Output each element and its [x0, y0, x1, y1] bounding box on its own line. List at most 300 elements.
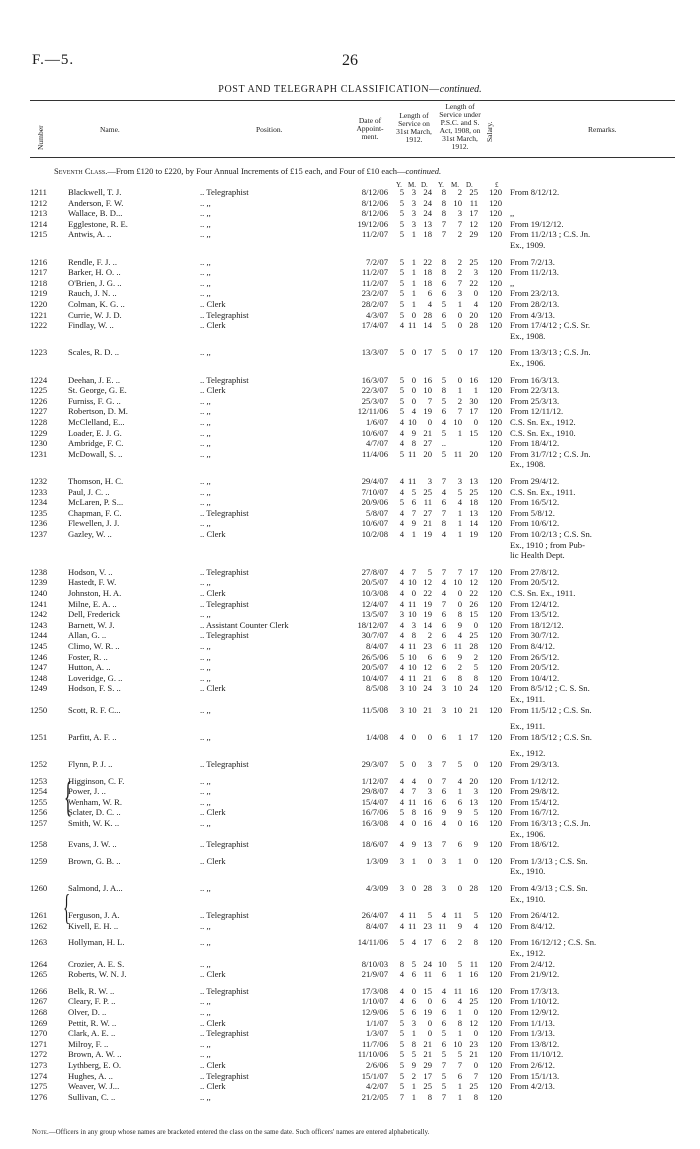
remarks: From 13/3/13 ; C.S. Jn.: [510, 347, 591, 358]
appointment-date: 29/3/07: [361, 759, 388, 769]
officer-name: Blackwell, T. J.: [68, 187, 122, 197]
unit-days: D.: [466, 181, 473, 189]
appointment-date: 7/2/07: [366, 256, 388, 267]
service-months: 11: [408, 920, 417, 931]
psc-months: 2: [457, 267, 462, 278]
service-months: 0: [411, 347, 416, 358]
psc-months: 0: [457, 309, 462, 320]
psc-days: 16: [469, 969, 478, 980]
table-row: [0, 748, 700, 759]
service-days: 22: [423, 256, 432, 267]
officer-position: .. ,,: [200, 347, 211, 358]
table-row: [0, 652, 700, 663]
psc-days: 26: [469, 598, 478, 609]
column-header-service: Length of Service on 31st March, 1912.: [396, 111, 432, 144]
officer-number: 1248: [30, 672, 48, 683]
service-years: 4: [399, 786, 404, 797]
table-row: [0, 599, 700, 610]
table-row: [0, 620, 700, 631]
remarks: From 29/3/13.: [510, 759, 560, 769]
appointment-date: 10/4/07: [361, 672, 388, 683]
remarks: From 13/8/12.: [510, 1038, 560, 1049]
table-row: [0, 776, 700, 787]
salary: 120: [489, 406, 502, 417]
service-years: 4: [399, 320, 404, 331]
psc-months: 4: [457, 630, 462, 641]
salary: 120: [489, 1017, 502, 1028]
psc-months: 6: [457, 796, 462, 807]
service-years: 4: [399, 796, 404, 807]
service-months: 10: [408, 577, 417, 588]
officer-name: Parfitt, A. F. ..: [68, 731, 117, 742]
appointment-date: 2/6/06: [366, 1060, 388, 1070]
table-row: [0, 839, 700, 850]
service-years: 5: [399, 937, 404, 948]
service-days: 23: [423, 641, 432, 651]
remarks: From 8/12/12.: [510, 187, 560, 197]
psc-days: 8: [473, 937, 478, 948]
psc-months: 4: [457, 497, 462, 508]
salary: 120: [489, 497, 502, 508]
service-years: 5: [399, 347, 404, 358]
officer-number: 1254: [30, 786, 48, 797]
psc-months: 0: [457, 818, 462, 828]
officer-number: 1253: [30, 775, 48, 786]
table-row: [0, 288, 700, 299]
table-row: [0, 240, 700, 251]
salary: 120: [489, 910, 502, 921]
psc-years: 6: [441, 309, 446, 320]
psc-years: 11: [438, 920, 447, 931]
service-years: 5: [399, 1028, 404, 1039]
officer-name: Paul, J. C. ..: [68, 486, 110, 497]
psc-days: 4: [473, 920, 478, 931]
psc-years: 6: [441, 288, 446, 299]
salary: 120: [489, 1049, 502, 1060]
psc-days: 7: [473, 1070, 478, 1081]
officer-number: 1262: [30, 920, 48, 931]
salary: 120: [489, 1070, 502, 1081]
remarks: From 8/4/12.: [510, 641, 555, 651]
service-days: 24: [423, 187, 432, 197]
header-top-rule: [30, 100, 675, 101]
psc-days: 2: [473, 651, 478, 662]
psc-months: 11: [453, 448, 462, 459]
service-years: 4: [399, 507, 404, 518]
service-years: 4: [399, 417, 404, 427]
psc-months: 10: [453, 417, 462, 427]
service-months: 10: [408, 609, 417, 620]
table-row: [0, 540, 700, 551]
table-row: [0, 310, 700, 321]
psc-days: 20: [469, 448, 478, 459]
psc-years: 6: [441, 1038, 446, 1049]
psc-days: 1: [473, 385, 478, 396]
table-row: [0, 459, 700, 470]
psc-years: 6: [441, 609, 446, 620]
salary: 120: [489, 619, 502, 630]
table-row: [0, 996, 700, 1007]
remarks: Ex., 1909.: [510, 240, 546, 250]
psc-years: 6: [441, 969, 446, 980]
officer-position: .. Telegraphist: [200, 1028, 249, 1039]
service-years: 4: [399, 969, 404, 980]
service-years: 4: [399, 839, 404, 850]
psc-months: 10: [453, 704, 462, 715]
officer-name: Higginson, C. F.: [68, 775, 125, 786]
appointment-date: 11/2/07: [362, 267, 388, 278]
psc-days: 16: [469, 818, 478, 828]
remarks: From 16/7/12.: [510, 807, 560, 818]
officer-name: Wenham, W. R.: [68, 796, 122, 807]
salary: 120: [489, 566, 502, 577]
service-months: 11: [408, 796, 417, 807]
psc-years: 3: [441, 883, 446, 893]
salary: 120: [489, 187, 502, 197]
appointment-date: 26/4/07: [361, 910, 388, 921]
service-months: 1: [411, 529, 416, 539]
salary: 120: [489, 374, 502, 385]
remarks: From 15/4/12.: [510, 796, 560, 807]
psc-years: 8: [441, 208, 446, 219]
service-months: 3: [411, 187, 416, 197]
officer-number: 1216: [30, 256, 48, 267]
officer-name: Ferguson, J. A.: [68, 910, 120, 921]
officer-name: Colman, K. G. ..: [68, 299, 125, 309]
appointment-date: 10/6/07: [361, 518, 388, 529]
psc-months: 11: [453, 985, 462, 996]
officer-position: .. ,,: [200, 448, 211, 459]
table-row: [0, 1092, 700, 1103]
service-days: 6: [427, 651, 432, 662]
service-years: 5: [399, 807, 404, 818]
psc-days: 28: [469, 641, 478, 651]
psc-years: 7: [441, 218, 446, 229]
service-years: 4: [399, 619, 404, 630]
service-days: 0: [427, 1028, 432, 1039]
psc-years: 6: [441, 1017, 446, 1028]
officer-number: 1240: [30, 588, 48, 598]
table-row: [0, 567, 700, 578]
appointment-date: 8/5/08: [366, 683, 388, 694]
officer-name: Currie, W. J. D.: [68, 309, 122, 320]
psc-months: 1: [457, 529, 462, 539]
psc-years: 4: [441, 529, 446, 539]
officer-number: 1221: [30, 309, 48, 320]
service-months: 10: [408, 704, 417, 715]
officer-name: Crozier, A. E. S.: [68, 958, 125, 969]
remarks: From 12/9/12.: [510, 1007, 560, 1017]
officer-position: .. ,,: [200, 277, 211, 288]
officer-name: Egglestone, R. E.: [68, 218, 128, 229]
officer-position: .. ,,: [200, 651, 211, 662]
officer-name: Sclater, D. C. ..: [68, 807, 121, 818]
service-months: 6: [411, 969, 416, 980]
psc-days: 22: [469, 277, 478, 288]
salary: 120: [489, 507, 502, 518]
remarks: From 1/10/12.: [510, 996, 560, 1007]
appointment-date: 15/1/07: [361, 1070, 388, 1081]
psc-days: 14: [469, 518, 478, 529]
service-months: 11: [408, 910, 417, 921]
officer-position: .. Telegraphist: [200, 910, 249, 921]
psc-days: 9: [473, 839, 478, 850]
officer-position: .. ,,: [200, 1049, 211, 1060]
service-years: 7: [399, 1091, 404, 1102]
service-days: 19: [423, 598, 432, 609]
psc-days: 25: [469, 1081, 478, 1092]
unit-months: M.: [451, 181, 459, 189]
officer-number: 1276: [30, 1091, 48, 1102]
service-months: 4: [411, 937, 416, 948]
psc-months: 11: [453, 910, 462, 921]
table-row: [0, 449, 700, 460]
service-days: 24: [423, 958, 432, 969]
salary: 120: [489, 267, 502, 278]
service-months: 11: [408, 448, 417, 459]
remarks: From 16/12/12 ; C.S. Sn.: [510, 937, 597, 948]
officer-name: Hastedt, F. W.: [68, 577, 117, 588]
officer-position: .. ,,: [200, 704, 211, 715]
psc-days: 16: [469, 985, 478, 996]
salary: 120: [489, 1060, 502, 1070]
psc-months: 10: [453, 577, 462, 588]
officer-name: Thomson, H. C.: [68, 476, 124, 486]
service-months: 1: [411, 267, 416, 278]
psc-days: 30: [469, 395, 478, 406]
psc-months: 1: [457, 507, 462, 518]
remarks: From 1/1/13.: [510, 1017, 555, 1028]
remarks: From 16/3/13.: [510, 374, 560, 385]
appointment-date: 8/12/06: [361, 197, 388, 208]
service-years: 5: [399, 299, 404, 309]
psc-years: 8: [441, 518, 446, 529]
officer-number: 1239: [30, 577, 48, 588]
table-row: [0, 1007, 700, 1018]
psc-days: 15: [469, 427, 478, 438]
service-months: 9: [411, 427, 416, 438]
table-row: [0, 219, 700, 230]
service-days: 17: [423, 1070, 432, 1081]
officer-position: .. ,,: [200, 288, 211, 299]
officer-position: .. ,,: [200, 518, 211, 529]
psc-months: 2: [457, 256, 462, 267]
psc-months: 1: [457, 1091, 462, 1102]
psc-months: 5: [457, 1049, 462, 1060]
service-years: 5: [399, 197, 404, 208]
salary: 120: [489, 937, 502, 948]
service-days: 14: [423, 619, 432, 630]
officer-number: 1259: [30, 855, 48, 866]
officer-position: .. Telegraphist: [200, 374, 249, 385]
service-years: 5: [399, 288, 404, 299]
service-days: 16: [423, 818, 432, 828]
officer-name: Weaver, W. J...: [68, 1081, 120, 1092]
service-years: 4: [399, 775, 404, 786]
psc-months: 1: [457, 969, 462, 980]
psc-months: 1: [457, 1007, 462, 1017]
remarks: Ex., 1911.: [510, 721, 546, 732]
salary: 120: [489, 208, 502, 219]
unit-years: Y.: [396, 181, 402, 189]
psc-months: 5: [457, 958, 462, 969]
salary: 120: [489, 218, 502, 229]
officer-name: Hodson, F. S. ..: [68, 683, 121, 694]
service-months: 0: [411, 395, 416, 406]
psc-days: 12: [469, 577, 478, 588]
psc-months: 0: [457, 598, 462, 609]
appointment-date: 8/4/07: [366, 920, 388, 931]
officer-number: 1232: [30, 476, 48, 486]
table-row: [0, 299, 700, 310]
officer-number: 1227: [30, 406, 48, 417]
officer-name: Loader, E. J. G.: [68, 427, 122, 438]
psc-months: 7: [457, 218, 462, 229]
officer-name: Clark, A. E. ..: [68, 1028, 116, 1039]
table-row: [0, 529, 700, 540]
table-row: [0, 807, 700, 818]
officer-position: .. Clerk: [200, 683, 226, 694]
psc-days: 0: [473, 288, 478, 299]
psc-years: 6: [441, 641, 446, 651]
psc-months: 8: [457, 609, 462, 620]
service-days: 29: [423, 1060, 432, 1070]
psc-months: 1: [457, 786, 462, 797]
officer-position: .. ,,: [200, 417, 211, 427]
salary: 120: [489, 704, 502, 715]
psc-days: 18: [469, 497, 478, 508]
service-days: 14: [423, 320, 432, 331]
remarks: From 17/4/12 ; C.S. Sr.: [510, 320, 590, 331]
remarks: Ex., 1910.: [510, 893, 546, 904]
appointment-date: 16/3/08: [361, 818, 388, 828]
salary: 120: [489, 277, 502, 288]
service-days: 13: [423, 839, 432, 850]
service-years: 4: [399, 438, 404, 449]
psc-days: 24: [469, 683, 478, 694]
service-months: 1: [411, 1091, 416, 1102]
officer-number: 1249: [30, 683, 48, 694]
column-header-psc: Length of Service under P.S.C. and S. Act, 1908, on 31st March, 1912.: [439, 102, 481, 151]
officer-number: 1222: [30, 320, 48, 331]
officer-position: .. Clerk: [200, 969, 226, 980]
salary: 120: [489, 759, 502, 769]
officer-name: Loveridge, G. ..: [68, 672, 123, 683]
appointment-date: 28/2/07: [361, 299, 388, 309]
officer-name: Robertson, D. M.: [68, 406, 128, 417]
officer-name: Flynn, P. J. ..: [68, 759, 113, 769]
service-months: 4: [411, 406, 416, 417]
service-months: 0: [411, 759, 416, 769]
table-row: [0, 1081, 700, 1092]
salary: 120: [489, 1028, 502, 1039]
officer-name: Smith, W. K. ..: [68, 818, 120, 828]
service-months: 0: [411, 385, 416, 396]
service-days: 28: [423, 309, 432, 320]
psc-days: 0: [473, 1007, 478, 1017]
service-years: 5: [399, 406, 404, 417]
service-months: 9: [411, 1060, 416, 1070]
service-years: 4: [399, 427, 404, 438]
officer-name: McDowall, S. ..: [68, 448, 123, 459]
officer-name: Anderson, F. W.: [68, 197, 124, 208]
table-row: [0, 959, 700, 970]
service-months: 5: [411, 1049, 416, 1060]
salary: 120: [489, 448, 502, 459]
officer-position: .. ,,: [200, 1038, 211, 1049]
salary: 120: [489, 818, 502, 828]
service-years: 5: [399, 208, 404, 219]
psc-years: 6: [441, 796, 446, 807]
psc-months: 7: [457, 277, 462, 288]
remarks: From 1/3/13.: [510, 1028, 555, 1039]
service-months: 8: [411, 1038, 416, 1049]
psc-years: 6: [441, 672, 446, 683]
appointment-date: 11/10/06: [357, 1049, 388, 1060]
salary: 120: [489, 1038, 502, 1049]
service-months: 9: [411, 839, 416, 850]
appointment-date: 20/5/07: [361, 577, 388, 588]
table-row: [0, 278, 700, 289]
psc-months: 0: [457, 374, 462, 385]
remarks: From 11/2/13 ; C.S. Jn.: [510, 229, 591, 240]
psc-days: 25: [469, 996, 478, 1007]
service-years: 4: [399, 577, 404, 588]
psc-days: 4: [473, 299, 478, 309]
service-days: 5: [427, 566, 432, 577]
psc-months: 7: [457, 1060, 462, 1070]
remarks: From 1/3/13 ; C.S. Sn.: [510, 855, 588, 866]
officer-name: Sullivan, C. ..: [68, 1091, 116, 1102]
service-months: 1: [411, 1081, 416, 1092]
service-days: 19: [423, 609, 432, 620]
table-row: [0, 921, 700, 932]
salary: 120: [489, 786, 502, 797]
table-row: [0, 417, 700, 428]
table-row: [0, 438, 700, 449]
table-row: [0, 1039, 700, 1050]
salary: 120: [489, 256, 502, 267]
service-days: 17: [423, 937, 432, 948]
psc-days: 11: [469, 197, 478, 208]
table-row: [0, 986, 700, 997]
unit-years: Y.: [438, 181, 444, 189]
psc-months: 1: [457, 518, 462, 529]
psc-months: 1: [457, 1081, 462, 1092]
officer-position: .. Clerk: [200, 1060, 226, 1070]
service-years: 5: [399, 1081, 404, 1092]
remarks: ,,: [510, 208, 515, 219]
service-months: 3: [411, 1017, 416, 1028]
psc-years: 7: [441, 229, 446, 240]
service-years: 5: [399, 218, 404, 229]
psc-years: 3: [441, 704, 446, 715]
table-row: [0, 786, 700, 797]
remarks: From 10/2/13 ; C.S. Sn.: [510, 529, 592, 539]
service-years: 5: [399, 374, 404, 385]
officer-position: .. Telegraphist: [200, 187, 249, 197]
psc-days: 21: [469, 1049, 478, 1060]
psc-days: 28: [469, 883, 478, 893]
psc-years: 5: [441, 1028, 446, 1039]
officer-name: Kivell, E. H. ..: [68, 920, 119, 931]
table-row: [0, 609, 700, 620]
appointment-date: 1/4/08: [366, 731, 388, 742]
psc-days: 13: [469, 507, 478, 518]
officer-position: .. Clerk: [200, 299, 226, 309]
officer-name: Lythberg, E. O.: [68, 1060, 122, 1070]
service-months: 10: [408, 662, 417, 673]
